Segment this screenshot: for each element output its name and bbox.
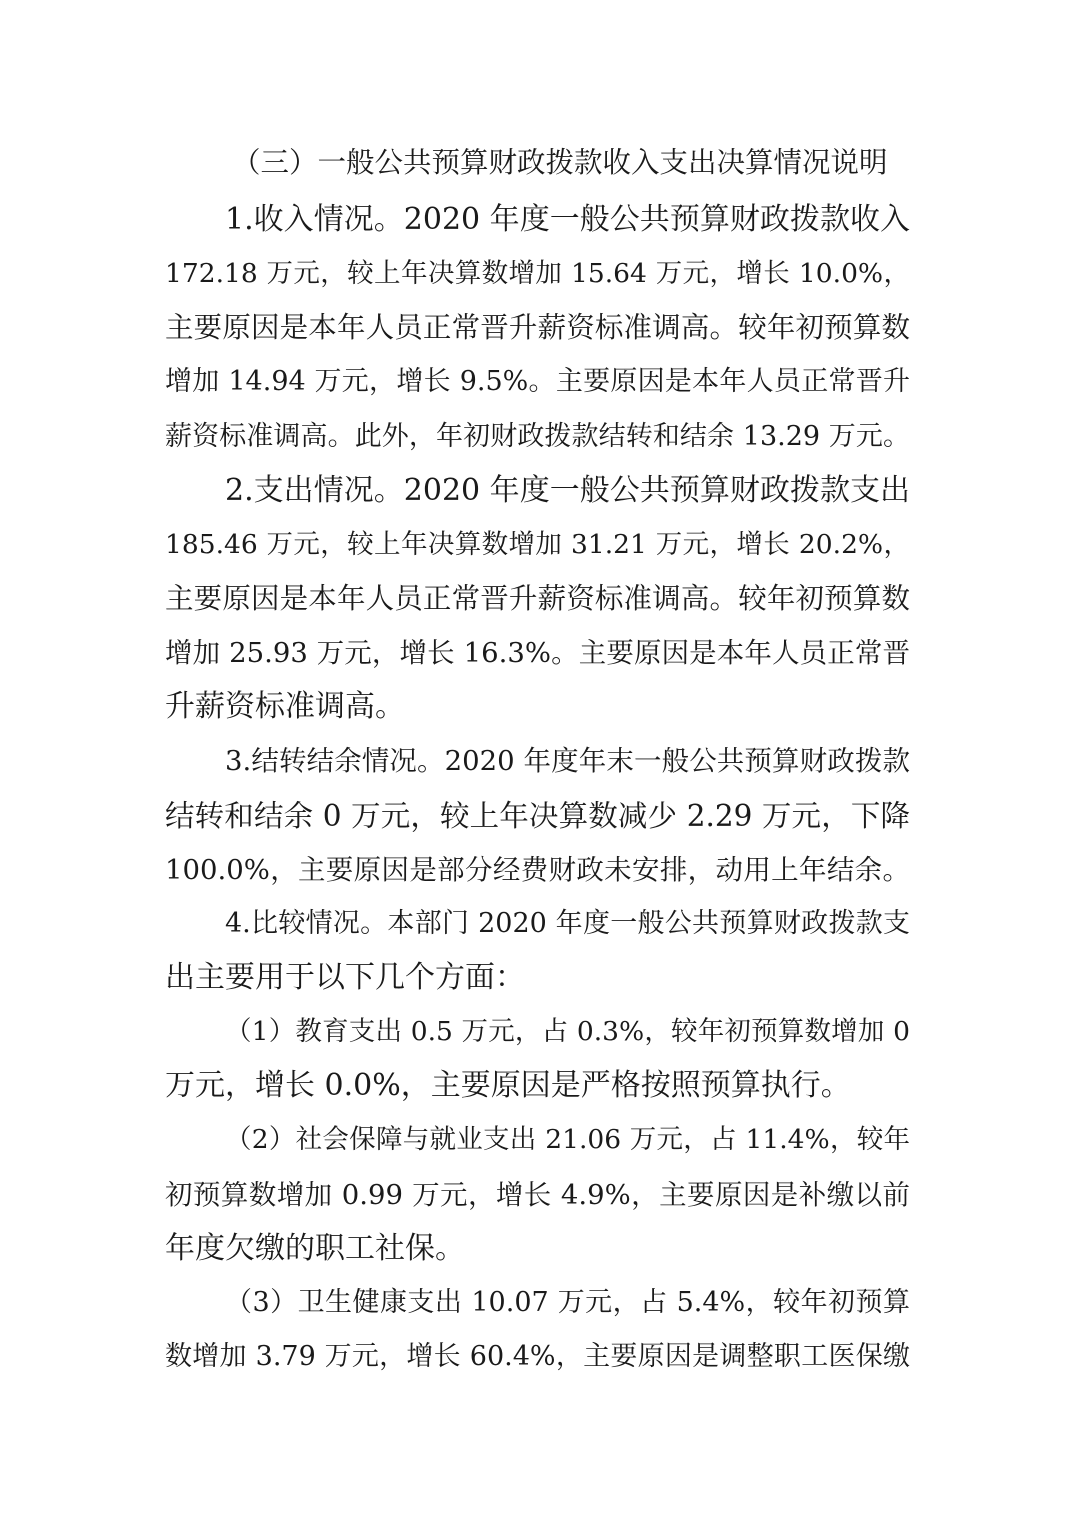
paragraph-line: 数增加 3.79 万元，增长 60.4%，主要原因是调整职工医保缴 [165, 1341, 910, 1372]
paragraph-line: 增加 14.94 万元，增长 9.5%。主要原因是本年人员正常晋升 [165, 366, 910, 397]
paragraph-line: 升薪资标准调高。 [165, 689, 405, 724]
paragraph-line: （2）社会保障与就业支出 21.06 万元，占 11.4%，较年 [225, 1124, 910, 1155]
paragraph-line: 结转和结余 0 万元，较上年决算数减少 2.29 万元，下降 [165, 799, 910, 833]
paragraph-line: 出主要用于以下几个方面： [165, 960, 525, 995]
paragraph-line: 薪资标准调高。此外，年初财政拨款结转和结余 13.29 万元。 [165, 421, 910, 452]
paragraph-line: （1）教育支出 0.5 万元，占 0.3%，较年初预算数增加 0 [225, 1016, 910, 1047]
paragraph-line: 100.0%，主要原因是部分经费财政未安排，动用上年结余。 [165, 854, 910, 886]
paragraph-line: 185.46 万元，较上年决算数增加 31.21 万元，增长 20.2%， [165, 529, 910, 560]
paragraph-line: 增加 25.93 万元，增长 16.3%。主要原因是本年人员正常晋 [165, 637, 910, 669]
paragraph-line: （3）卫生健康支出 10.07 万元，占 5.4%，较年初预算 [225, 1287, 910, 1318]
paragraph-line: 主要原因是本年人员正常晋升薪资标准调高。较年初预算数 [165, 311, 910, 344]
paragraph-line: 主要原因是本年人员正常晋升薪资标准调高。较年初预算数 [165, 582, 910, 615]
paragraph-line: 万元，增长 0.0%，主要原因是严格按照预算执行。 [165, 1068, 851, 1103]
section-heading: （三）一般公共预算财政拨款收入支出决算情况说明 [232, 146, 888, 179]
paragraph-line: 1.收入情况。2020 年度一般公共预算财政拨款收入 [225, 202, 910, 237]
paragraph-line: 4.比较情况。本部门 2020 年度一般公共预算财政拨款支 [225, 908, 910, 939]
paragraph-line: 172.18 万元，较上年决算数增加 15.64 万元，增长 10.0%， [165, 258, 910, 289]
paragraph-line: 年度欠缴的职工社保。 [165, 1231, 465, 1266]
paragraph-line: 初预算数增加 0.99 万元，增长 4.9%，主要原因是补缴以前 [165, 1179, 910, 1211]
paragraph-line: 3.结转结余情况。2020 年度年末一般公共预算财政拨款 [225, 745, 910, 777]
paragraph-line: 2.支出情况。2020 年度一般公共预算财政拨款支出 [225, 473, 910, 508]
